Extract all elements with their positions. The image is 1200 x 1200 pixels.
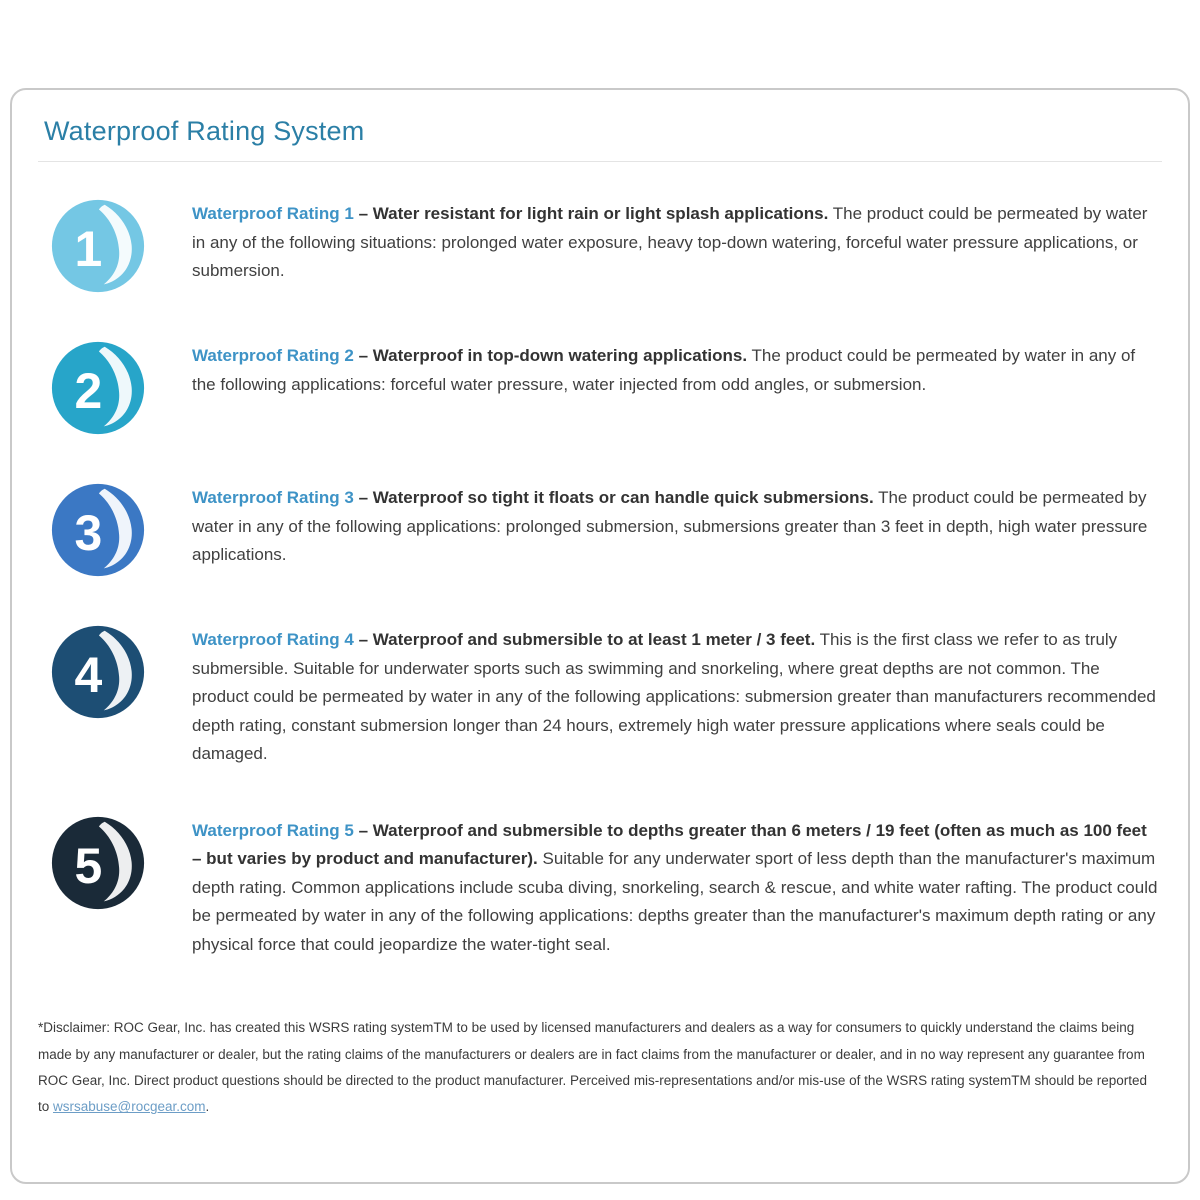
rating-body: The product could be permeated by water in any of the following applications: prolonged submersion, submersions greater than 3 feet in depth, high water pressure applications. bbox=[192, 488, 1148, 565]
rating-summary: – Waterproof so tight it floats or can handle quick submersions. bbox=[358, 488, 874, 507]
rating-heading: Waterproof Rating 4 bbox=[192, 630, 354, 649]
rating-body: This is the first class we refer to as truly submersible. Suitable for underwater sports such as swimming and snorkeling, where great depths are not common. The product could be permeated by water in any of the following applications: submersion greater than manufacturers recommended depth rating, constant submersion longer than 24 hours, extremely high water pressure applications where seals could be damaged. bbox=[192, 630, 1156, 764]
rating-1-badge bbox=[50, 198, 146, 294]
page-title: Waterproof Rating System bbox=[44, 116, 365, 146]
rating-body: The product could be permeated by water in any of the following situations: prolonged water exposure, heavy top-down watering, forceful water pressure applications, or submersion. bbox=[192, 204, 1148, 281]
rating-summary: – Waterproof in top-down watering applications. bbox=[358, 346, 748, 365]
badge-number: 2 bbox=[74, 363, 103, 420]
rating-summary: – Waterproof and submersible to at least 1 meter / 3 feet. bbox=[358, 630, 816, 649]
rating-heading: Waterproof Rating 3 bbox=[192, 488, 354, 507]
rating-4-badge bbox=[50, 624, 146, 720]
rating-description bbox=[192, 342, 1160, 399]
rating-description bbox=[192, 200, 1160, 286]
rating-row-2 bbox=[50, 340, 1160, 436]
rating-row-5 bbox=[50, 815, 1160, 960]
rating-3-badge bbox=[50, 482, 146, 578]
rating-row-1 bbox=[50, 198, 1160, 294]
badge-number: 5 bbox=[74, 837, 103, 894]
rating-heading: Waterproof Rating 5 bbox=[192, 820, 354, 840]
rating-heading: Waterproof Rating 2 bbox=[192, 346, 354, 365]
water-drop-badge-icon bbox=[50, 624, 146, 720]
rating-row-3 bbox=[50, 482, 1160, 578]
rating-description bbox=[192, 626, 1160, 769]
disclaimer-text-end: . bbox=[205, 1099, 210, 1115]
rating-body: The product could be permeated by water in any of the following applications: forceful water pressure, water injected from odd angles, or submersion. bbox=[192, 346, 1136, 394]
water-drop-badge-icon bbox=[50, 198, 146, 294]
title-divider bbox=[38, 161, 1162, 162]
badge-number: 3 bbox=[74, 505, 103, 562]
disclaimer-email-link[interactable]: wsrsabuse@rocgear.com bbox=[53, 1099, 206, 1115]
rating-heading: Waterproof Rating 1 bbox=[192, 204, 354, 223]
rating-description bbox=[192, 484, 1160, 570]
ratings-list bbox=[36, 198, 1164, 959]
rating-2-badge bbox=[50, 340, 146, 436]
rating-description bbox=[192, 817, 1160, 960]
rating-row-4 bbox=[50, 624, 1160, 769]
rating-body: Suitable for any underwater sport of less depth than the manufacturer's maximum depth rating. Common applications include scuba diving, snorkeling, search & rescue, and white water rafting. The product could be permeated by water in any of the following applications: depths greater than the manufacturer's maximum depth rating or any physical force that could jeopardize the water-tight seal. bbox=[192, 849, 1158, 954]
rating-summary: – Waterproof and submersible to depths greater than 6 meters / 19 feet (often as much as 100 feet – but varies by product and manufacturer). bbox=[192, 820, 1147, 869]
disclaimer bbox=[38, 1015, 1162, 1120]
water-drop-badge-icon bbox=[50, 482, 146, 578]
badge-number: 1 bbox=[74, 221, 103, 278]
rating-5-badge bbox=[50, 815, 146, 911]
disclaimer-text: *Disclaimer: ROC Gear, Inc. has created this WSRS rating systemTM to be used by licensed manufacturers and dealers as a way for consumers to quickly understand the claims being made by any manufacturer or dealer, but the rating claims of the manufacturers or dealers are in fact claims from the manufacturer or dealer, and in no way represent any guarantee from ROC Gear, Inc. Direct product questions should be directed to the product manufacturer. Perceived mis-representations and/or mis-use of the WSRS rating systemTM should be reported to bbox=[38, 1020, 1148, 1115]
rating-summary: – Water resistant for light rain or light splash applications. bbox=[358, 204, 829, 223]
water-drop-badge-icon bbox=[50, 815, 146, 911]
waterproof-rating-card bbox=[10, 88, 1190, 1184]
water-drop-badge-icon bbox=[50, 340, 146, 436]
badge-number: 4 bbox=[74, 647, 103, 704]
